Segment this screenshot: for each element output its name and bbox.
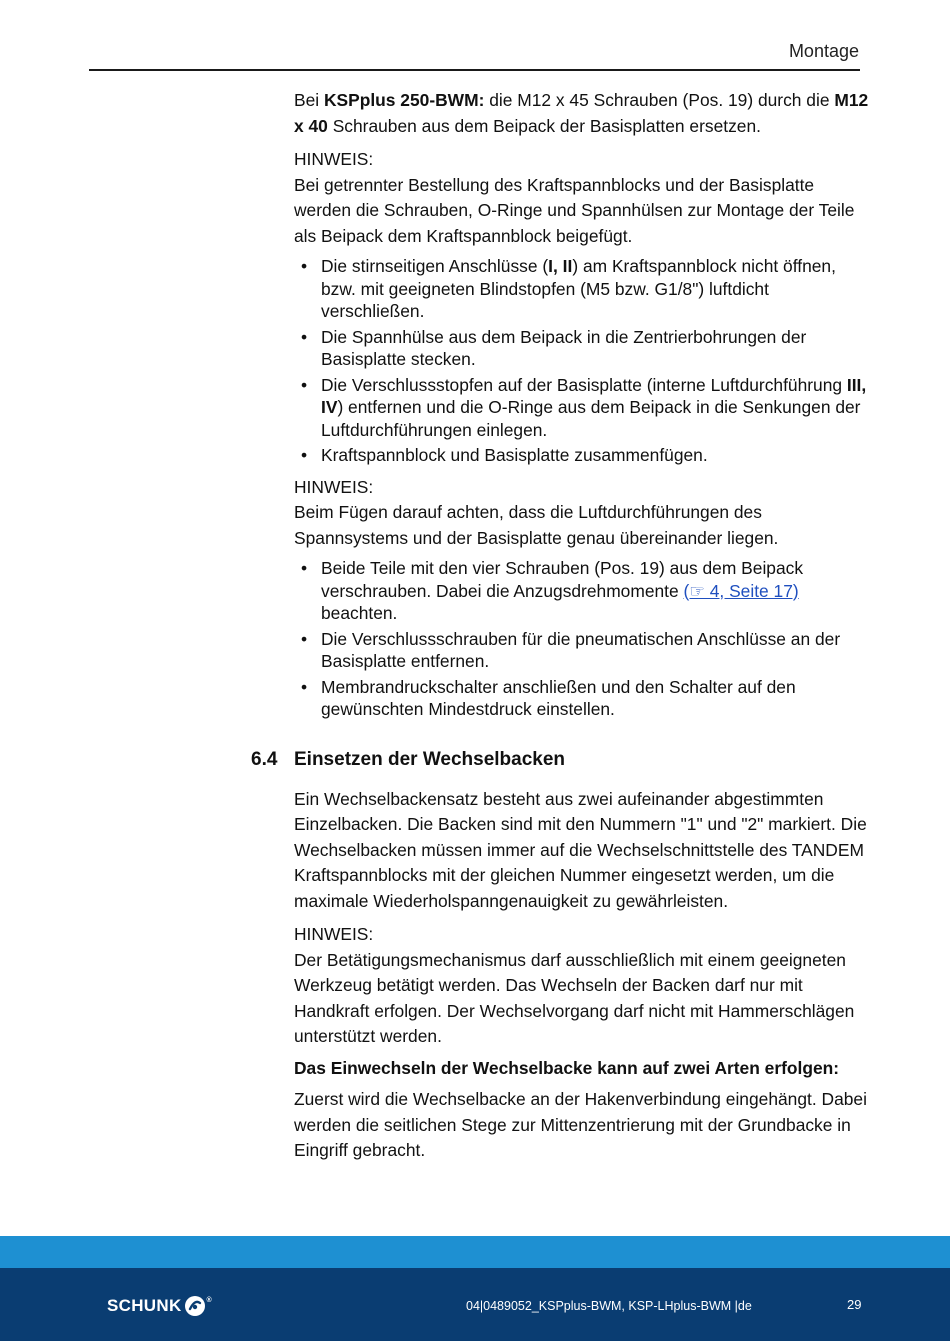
list-item: • Kraftspannblock und Basisplatte zusammenfügen. [294, 444, 869, 467]
note-text: Der Betätigungsmechanismus darf ausschließlich mit einem geeigneten Werkzeug betätigt werden. Das Wechseln der Backen darf nur mit Handkraft erfolgen. Der Wechselvorgang darf nicht mit Hammerschlägen unterstützt werden. [294, 949, 855, 1046]
bold-text: M12 x 40 [294, 90, 869, 136]
bullet-list [294, 557, 869, 721]
note-text: Bei getrennter Bestellung des Kraftspannblocks und der Basisplatte werden die Schrauben, O-Ringe und Spannhülsen zur Montage der Teile als Beipack dem Kraftspannblock beigefügt. [294, 174, 855, 246]
text-run: Die Verschlussstopfen auf der Basisplatte (interne Luftdurchführung [321, 374, 847, 395]
section-number: 6.4 [251, 748, 278, 770]
note-text: Beim Fügen darauf achten, dass die Luftdurchführungen des Spannsystems und der Basisplatte genau übereinander liegen. [294, 502, 779, 548]
bullet-list [294, 255, 869, 467]
section-paragraph: Ein Wechselbackensatz besteht aus zwei aufeinander abgestimmten Einzelbacken. Die Backen sind mit den Nummern "1" und "2" markiert. Die Wechselbacken müssen immer auf die Wechselschnittstelle des TANDEM Kraftspannblocks mit der gleichen Nummer eingesetzt werden, um die maximale Wiederholspanngenauigkeit zu gewährleisten. [294, 788, 867, 911]
list-item: • Membrandruckschalter anschließen und den Schalter auf den gewünschten Mindestdruck einstellen. [294, 676, 869, 721]
bold-text: III, IV [321, 374, 867, 417]
bold-text: I, II [548, 256, 573, 276]
header-title: Montage [788, 41, 859, 61]
text-run: ) am Kraftspannblock nicht öffnen, bzw. mit geeigneten Blindstopfen (M5 bzw. G1/8") luftdicht verschließen. [321, 256, 836, 321]
text-run: Die stirnseitigen Anschlüsse ( [321, 256, 549, 276]
text-run: beachten. [321, 603, 398, 623]
note-label: HINWEIS: [294, 149, 374, 169]
page-number: 29 [847, 1297, 862, 1312]
note-label: HINWEIS: [294, 924, 374, 944]
document-reference: 04|0489052_KSPplus-BWM, KSP-LHplus-BWM |de [466, 1299, 752, 1313]
section-heading [251, 747, 869, 773]
footer-band-light [0, 1236, 950, 1268]
text-run: Schrauben aus dem Beipack der Basisplatten ersetzen. [327, 115, 761, 136]
text-run: Bei [294, 90, 324, 110]
list-item [294, 557, 869, 625]
text-run: ) entfernen und die O-Ringe aus dem Beipack in die Senkungen der Luftdurchführungen einlegen. [321, 397, 861, 440]
bold-statement: Das Einwechseln der Wechselbacke kann auf zwei Arten erfolgen: [294, 1057, 840, 1078]
cross-reference-link[interactable]: (☞ 4, Seite 17) [683, 580, 799, 601]
text-run: Beide Teile mit den vier Schrauben (Pos. 19) aus dem Beipack verschrauben. Dabei die Anzugsdrehmomente [321, 558, 804, 601]
intro-paragraph [294, 88, 869, 139]
list-item: • Die Spannhülse aus dem Beipack in die Zentrierbohrungen der Basisplatte stecken. [294, 326, 869, 371]
section-paragraph: Zuerst wird die Wechselbacke an der Hakenverbindung eingehängt. Dabei werden die seitlichen Stege zur Mittenzentrierung mit der Grundbacke in Eingriff gebracht. [294, 1089, 867, 1160]
schunk-logo [107, 1291, 212, 1321]
section-title: Einsetzen der Wechselbacken [294, 748, 566, 770]
logo-text: SCHUNK [107, 1296, 182, 1315]
list-item: • Die Verschlussschrauben für die pneumatischen Anschlüsse an der Basisplatte entfernen. [294, 628, 869, 673]
registered-mark: ® [206, 1297, 212, 1304]
note-label: HINWEIS: [294, 476, 374, 497]
list-item [294, 255, 869, 323]
logo-gripper-icon [184, 1295, 206, 1317]
header-rule [89, 69, 860, 71]
main-content [251, 88, 869, 1172]
bold-text: KSPplus 250-BWM: [323, 90, 485, 110]
text-run: die M12 x 45 Schrauben (Pos. 19) durch die [484, 90, 835, 110]
list-item [294, 374, 869, 442]
